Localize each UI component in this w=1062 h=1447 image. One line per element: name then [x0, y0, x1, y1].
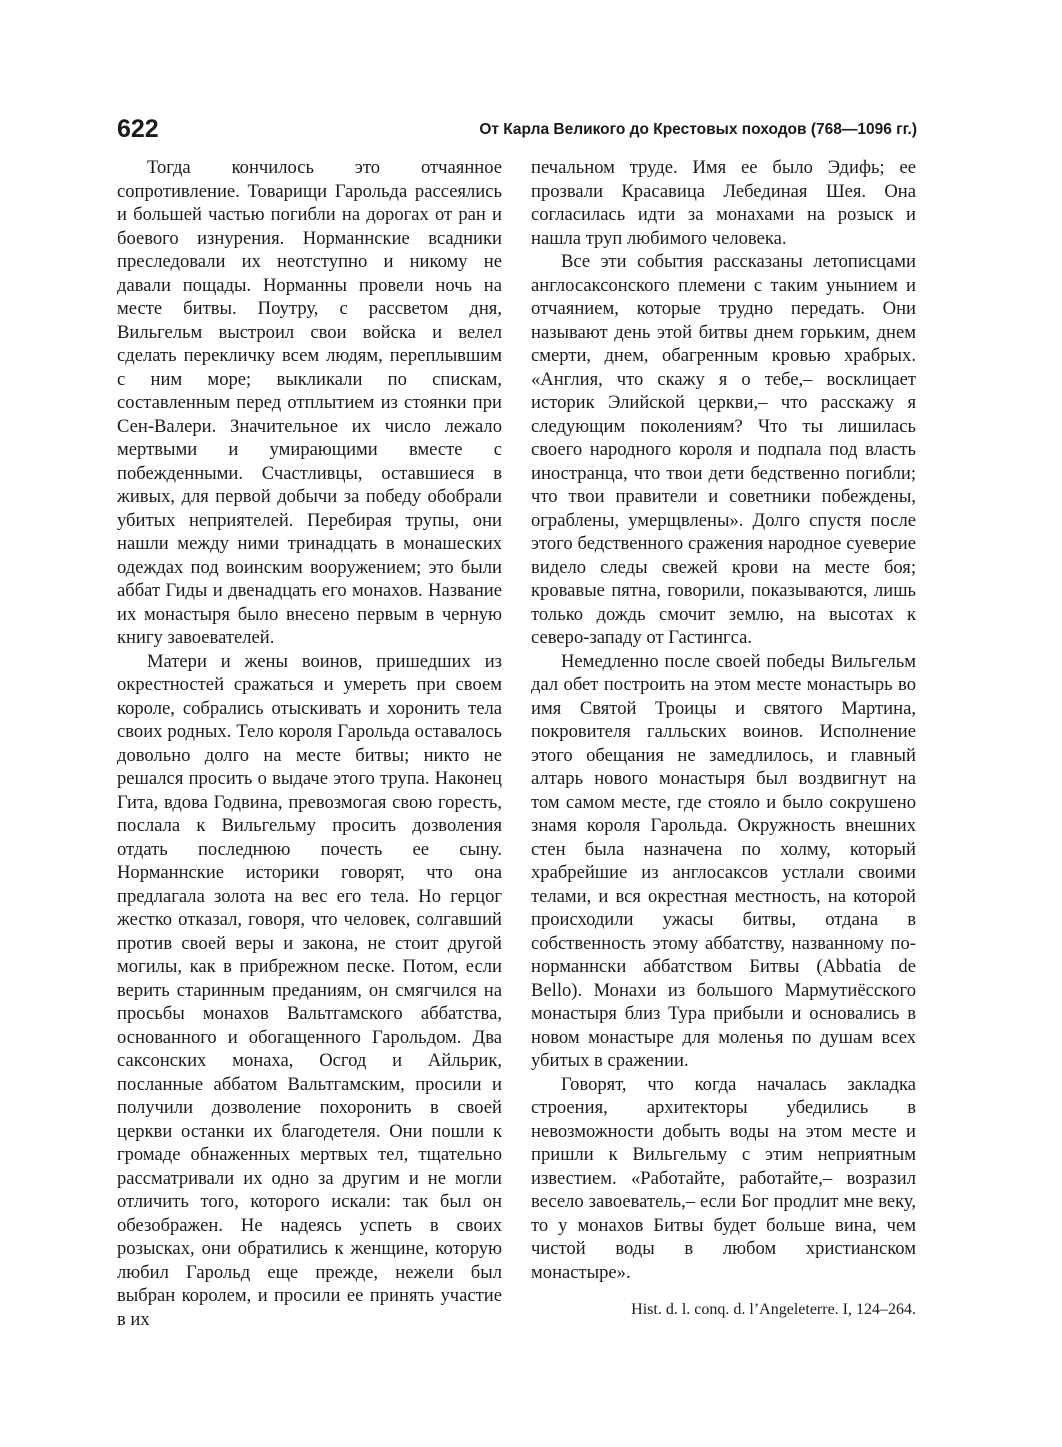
page-number: 622	[117, 115, 159, 143]
paragraph: Матери и жены воинов, пришедших из окрестностей сражаться и умереть при своем короле, собрались отыскивать и хоронить тела своих родных. Тело короля Гарольда оставалось довольно долго на месте битвы; никто не решался просить о выдаче этого трупа. Наконец Гита, вдова Годвина, превозмогая свою горесть, послала к Вильгельму просить дозволения отдать последнюю почесть ее сыну. Норманнские историки говорят, что она предлагала золота на вес его тела. Но герцог жестко отказал, говоря, что человек, солгавший против своей веры и закона, не стоит другой могилы, как в прибрежном песке. Потом, если верить старинным преданиям, он смягчился на просьбы монахов Вальтгамского аббатства, основанного и обогащенного Гарольдом. Два саксонских монаха, Осгод и Айльрик, посланные аббатом Вальтгамским, просили и получили дозволение похоронить в своей церкви останки их благодетеля. Они пошли к громаде обнаженных мертвых тел, тщательно рассматривали их одно за другим и не могли отличить того, которого искали: так был он обезображен. Не надеясь успеть в своих розысках, они обратились к женщине, которую любил Гарольд еще прежде, нежели был выбран королем, и просили ее принять участие в их	[117, 650, 502, 1330]
running-title: От Карла Великого до Крестовых походов (768—1096 гг.)	[479, 121, 917, 138]
paragraph: Тогда кончилось это отчаянное сопротивление. Товарищи Гарольда рассеялись и большей частью погибли на дорогах от ран и боевого изнурения. Норманнские всадники преследовали их неотступно и никому не давали пощады. Норманны провели ночь на месте битвы. Поутру, с рассветом дня, Вильгельм выстроил свои войска и велел сделать перекличку всем людям, переплывшим с ним море; выкликали по спискам, составленным перед отплытием из стоянки при Сен-Валери. Значительное их число лежало мертвыми и умирающими вместе с побежденными. Счастливцы, оставшиеся в живых, для первой добычи за победу обобрали убитых неприятелей. Перебирая трупы, они нашли между ними тринадцать в монашеских одеждах под воинским вооружением; это были аббат Гиды и двенадцать его монахов. Название их монастыря было внесено первым в черную книгу завоевателей.	[117, 157, 502, 648]
paragraph-continuation: печальном труде. Имя ее было Эдифь; ее прозвали Красавица Лебединая Шея. Она согласилась идти за монахами на розыск и нашла труп любимого человека.	[531, 157, 916, 249]
paragraph: Немедленно после своей победы Вильгельм дал обет построить на этом месте монастырь во имя Святой Троицы и святого Мартина, покровителя галльских воинов. Исполнение этого обещания не замедлилось, и главный алтарь нового монастыря был воздвигнут на том самом месте, где стояло и было сокрушено знамя короля Гарольда. Окружность внешних стен была назначена по холму, который храбрейшие из англосаксов устлали своими телами, и вся окрестная местность, на которой происходили ужасы битвы, отдана в собственность этому аббатству, названному по-норманнски аббатством Битвы (Abbatia de Bello). Монахи из большого Мармутиёсского монастыря близ Тура прибыли и основались в новом монастыре для моленья по душам всех убитых в сражении.	[531, 650, 916, 1071]
right-column	[531, 156, 916, 1284]
left-column	[117, 156, 502, 1331]
source-citation: Hist. d. l. conq. d. l’Angeleterre. I, 124–264.	[631, 1301, 916, 1318]
paragraph: Говорят, что когда началась закладка строения, архитекторы убедились в невозможности добыть воды на этом месте и пришли к Вильгельму с этим неприятным известием. «Работайте, работайте,– возразил весело завоеватель,– если Бог продлит мне веку, то у монахов Битвы будет больше вина, чем чистой воды в любом христианском монастыре».	[531, 1073, 916, 1283]
paragraph: Все эти события рассказаны летописцами англосаксонского племени с таким унынием и отчаянием, которые трудно передать. Они называют день этой битвы днем горьким, днем смерти, днем, обагренным кровью храбрых. «Англия, что скажу я о тебе,– восклицает историк Элийской церкви,– что расскажу я следующим поколениям? Что ты лишилась своего народного короля и подпала под власть иностранца, что твои дети бедственно погибли; что твои правители и советники побеждены, ограблены, умерщвлены». Долго спустя после этого бедственного сражения народное суеверие видело следы свежей крови на месте боя; кровавые пятна, говорили, показываются, лишь только дождь смочит землю, на высотах к северо-западу от Гастингса.	[531, 251, 916, 648]
page-header	[117, 114, 917, 148]
